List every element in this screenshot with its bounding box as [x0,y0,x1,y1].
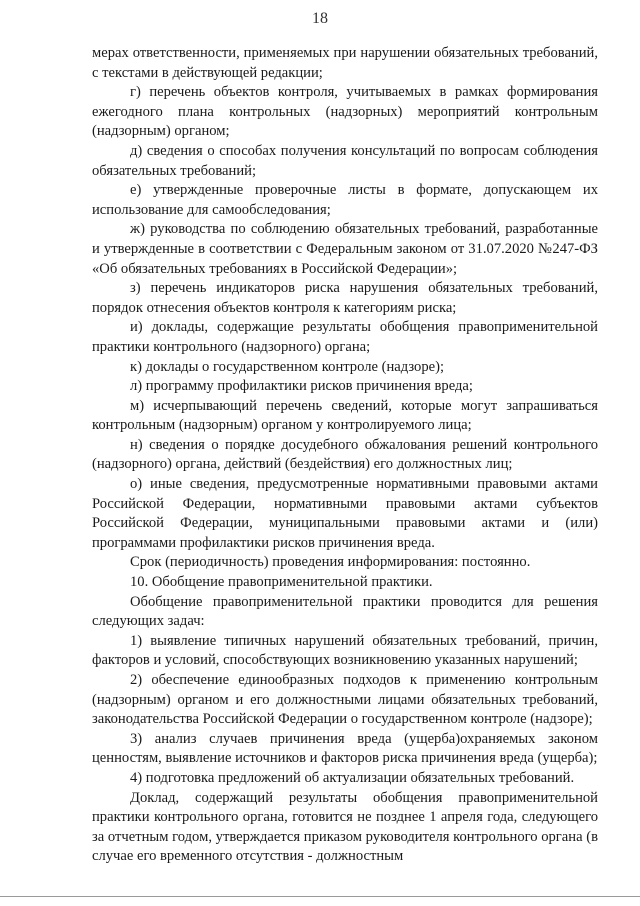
paragraph-item-d: д) сведения о способах получения консультаций по вопросам соблюдения обязательных требований; [92,142,598,179]
paragraph-item-o: о) иные сведения, предусмотренные нормативными правовыми актами Российской Федерации, нормативными правовыми актами субъектов Российской Федерации, муниципальными правовыми актами и (или) программами профилактики рисков причинения вреда. [92,476,598,551]
paragraph-item-z: з) перечень индикаторов риска нарушения обязательных требований, порядок отнесения объектов контроля к категориям риска; [92,280,598,316]
paragraph-tasks-intro: Обобщение правоприменительной практики проводится для решения следующих задач: [92,593,598,630]
paragraph-item-n: н) сведения о порядке досудебного обжалования решений контрольного (надзорного) органа, действий (бездействия) его должностных лиц; [92,436,598,473]
paragraph-item-i: и) доклады, содержащие результаты обобщения правоприменительной практики контрольного (надзорного) органа; [92,319,598,355]
section-heading-10: 10. Обобщение правоприменительной практики. [130,574,433,591]
paragraph-continuation: мерах ответственности, применяемых при нарушении обязательных требований, с текстами в действующей редакции; [92,45,598,81]
paragraph-item-l: л) программу профилактики рисков причинения вреда; [130,378,473,395]
paragraph-item-k: к) доклады о государственном контроле (надзоре); [130,358,445,375]
page-number: 18 [312,10,328,27]
paragraph-item-g: г) перечень объектов контроля, учитываемых в рамках формирования ежегодного плана контрольных (надзорных) мероприятий контрольным (надзорным) органом; [92,84,598,140]
paragraph-item-zh: ж) руководства по соблюдению обязательных требований, разработанные и утвержденные в соответствии с Федеральным законом от 31.07.2020 №247-ФЗ «Об обязательных требованиях в Российской Федерации»; [92,221,598,277]
paragraph-periodicity: Срок (периодичность) проведения информирования: постоянно. [130,554,531,571]
bottom-divider [0,896,640,897]
paragraph-report: Доклад, содержащий результаты обобщения правоприменительной практики контрольного органа, готовится не позднее 1 апреля года, следующего за отчетным годом, утверждается приказом руководителя контрольного органа (в случае его временного отсутствия - должностным [92,789,598,865]
paragraph-item-e: е) утвержденные проверочные листы в формате, допускающем их использование для самообследования; [92,182,598,218]
paragraph-task-1: 1) выявление типичных нарушений обязательных требований, причин, факторов и условий, способствующих возникновению указанных нарушений; [92,632,598,669]
paragraph-task-4: 4) подготовка предложений об актуализации обязательных требований. [130,769,575,786]
paragraph-task-3: 3) анализ случаев причинения вреда (ущерба)охраняемых законом ценностям, выявление источников и факторов риска причинения вреда (ущерба); [92,730,598,767]
paragraph-item-m: м) исчерпывающий перечень сведений, которые могут запрашиваться контрольным (надзорным) органом у контролируемого лица; [92,397,598,434]
document-body [92,44,598,867]
paragraph-task-2: 2) обеспечение единообразных подходов к применению контрольным (надзорным) органом и его должностными лицами обязательных требований, законодательства Российской Федерации о государственном контроле (надзоре); [92,672,598,728]
